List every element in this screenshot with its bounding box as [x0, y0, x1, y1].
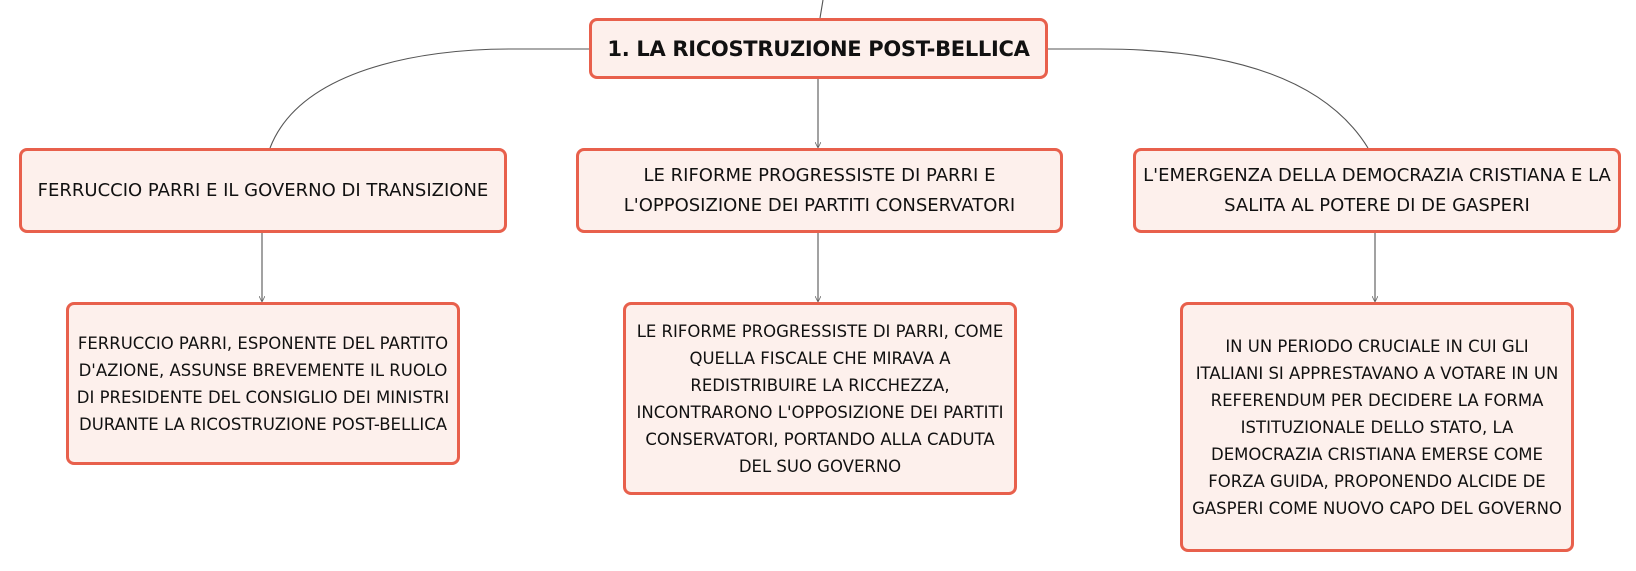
- branch-label: FERRUCCIO PARRI E IL GOVERNO DI TRANSIZIONE: [37, 179, 489, 201]
- branch-node-christian-democracy[interactable]: [1133, 148, 1621, 233]
- branch-node-parri-transition[interactable]: [19, 148, 507, 233]
- branch-label: L'EMERGENZA DELLA DEMOCRAZIA CRISTIANA E LA SALITA AL POTERE DI DE GASPERI: [1143, 164, 1611, 216]
- root-topic-node[interactable]: [589, 18, 1048, 79]
- detail-text: LE RIFORME PROGRESSISTE DI PARRI, COME QUELLA FISCALE CHE MIRAVA A REDISTRIBUIRE LA RICCHEZZA, INCONTRARONO L'OPPOSIZIONE DEI PARTITI CONSERVATORI, PORTANDO ALLA CADUTA DEL SUO GOVERNO: [636, 321, 1004, 476]
- detail-text: FERRUCCIO PARRI, ESPONENTE DEL PARTITO D'AZIONE, ASSUNSE BREVEMENTE IL RUOLO DI PRESIDENTE DEL CONSIGLIO DEI MINISTRI DURANTE LA RICOSTRUZIONE POST-BELLICA: [76, 333, 450, 434]
- branch-label: LE RIFORME PROGRESSISTE DI PARRI E L'OPPOSIZIONE DEI PARTITI CONSERVATORI: [623, 164, 1016, 216]
- detail-text: IN UN PERIODO CRUCIALE IN CUI GLI ITALIANI SI APPRESTAVANO A VOTARE IN UN REFERENDUM PER DECIDERE LA FORMA ISTITUZIONALE DELLO STATO, LA DEMOCRAZIA CRISTIANA EMERSE COME FORZA GUIDA, PROPONENDO ALCIDE DE GASPERI COME NUOVO CAPO DEL GOVERNO: [1192, 336, 1562, 518]
- root-topic-label: 1. LA RICOSTRUZIONE POST-BELLICA: [607, 36, 1030, 61]
- detail-node-parri-transition[interactable]: [66, 302, 460, 465]
- connector-root-to-branch-3: [1048, 49, 1368, 148]
- connector-root-to-branch-1: [270, 49, 589, 148]
- detail-node-progressive-reforms[interactable]: [623, 302, 1017, 495]
- detail-node-christian-democracy[interactable]: [1180, 302, 1574, 552]
- connector-parent-to-root: [820, 0, 823, 18]
- branch-node-progressive-reforms[interactable]: [576, 148, 1063, 233]
